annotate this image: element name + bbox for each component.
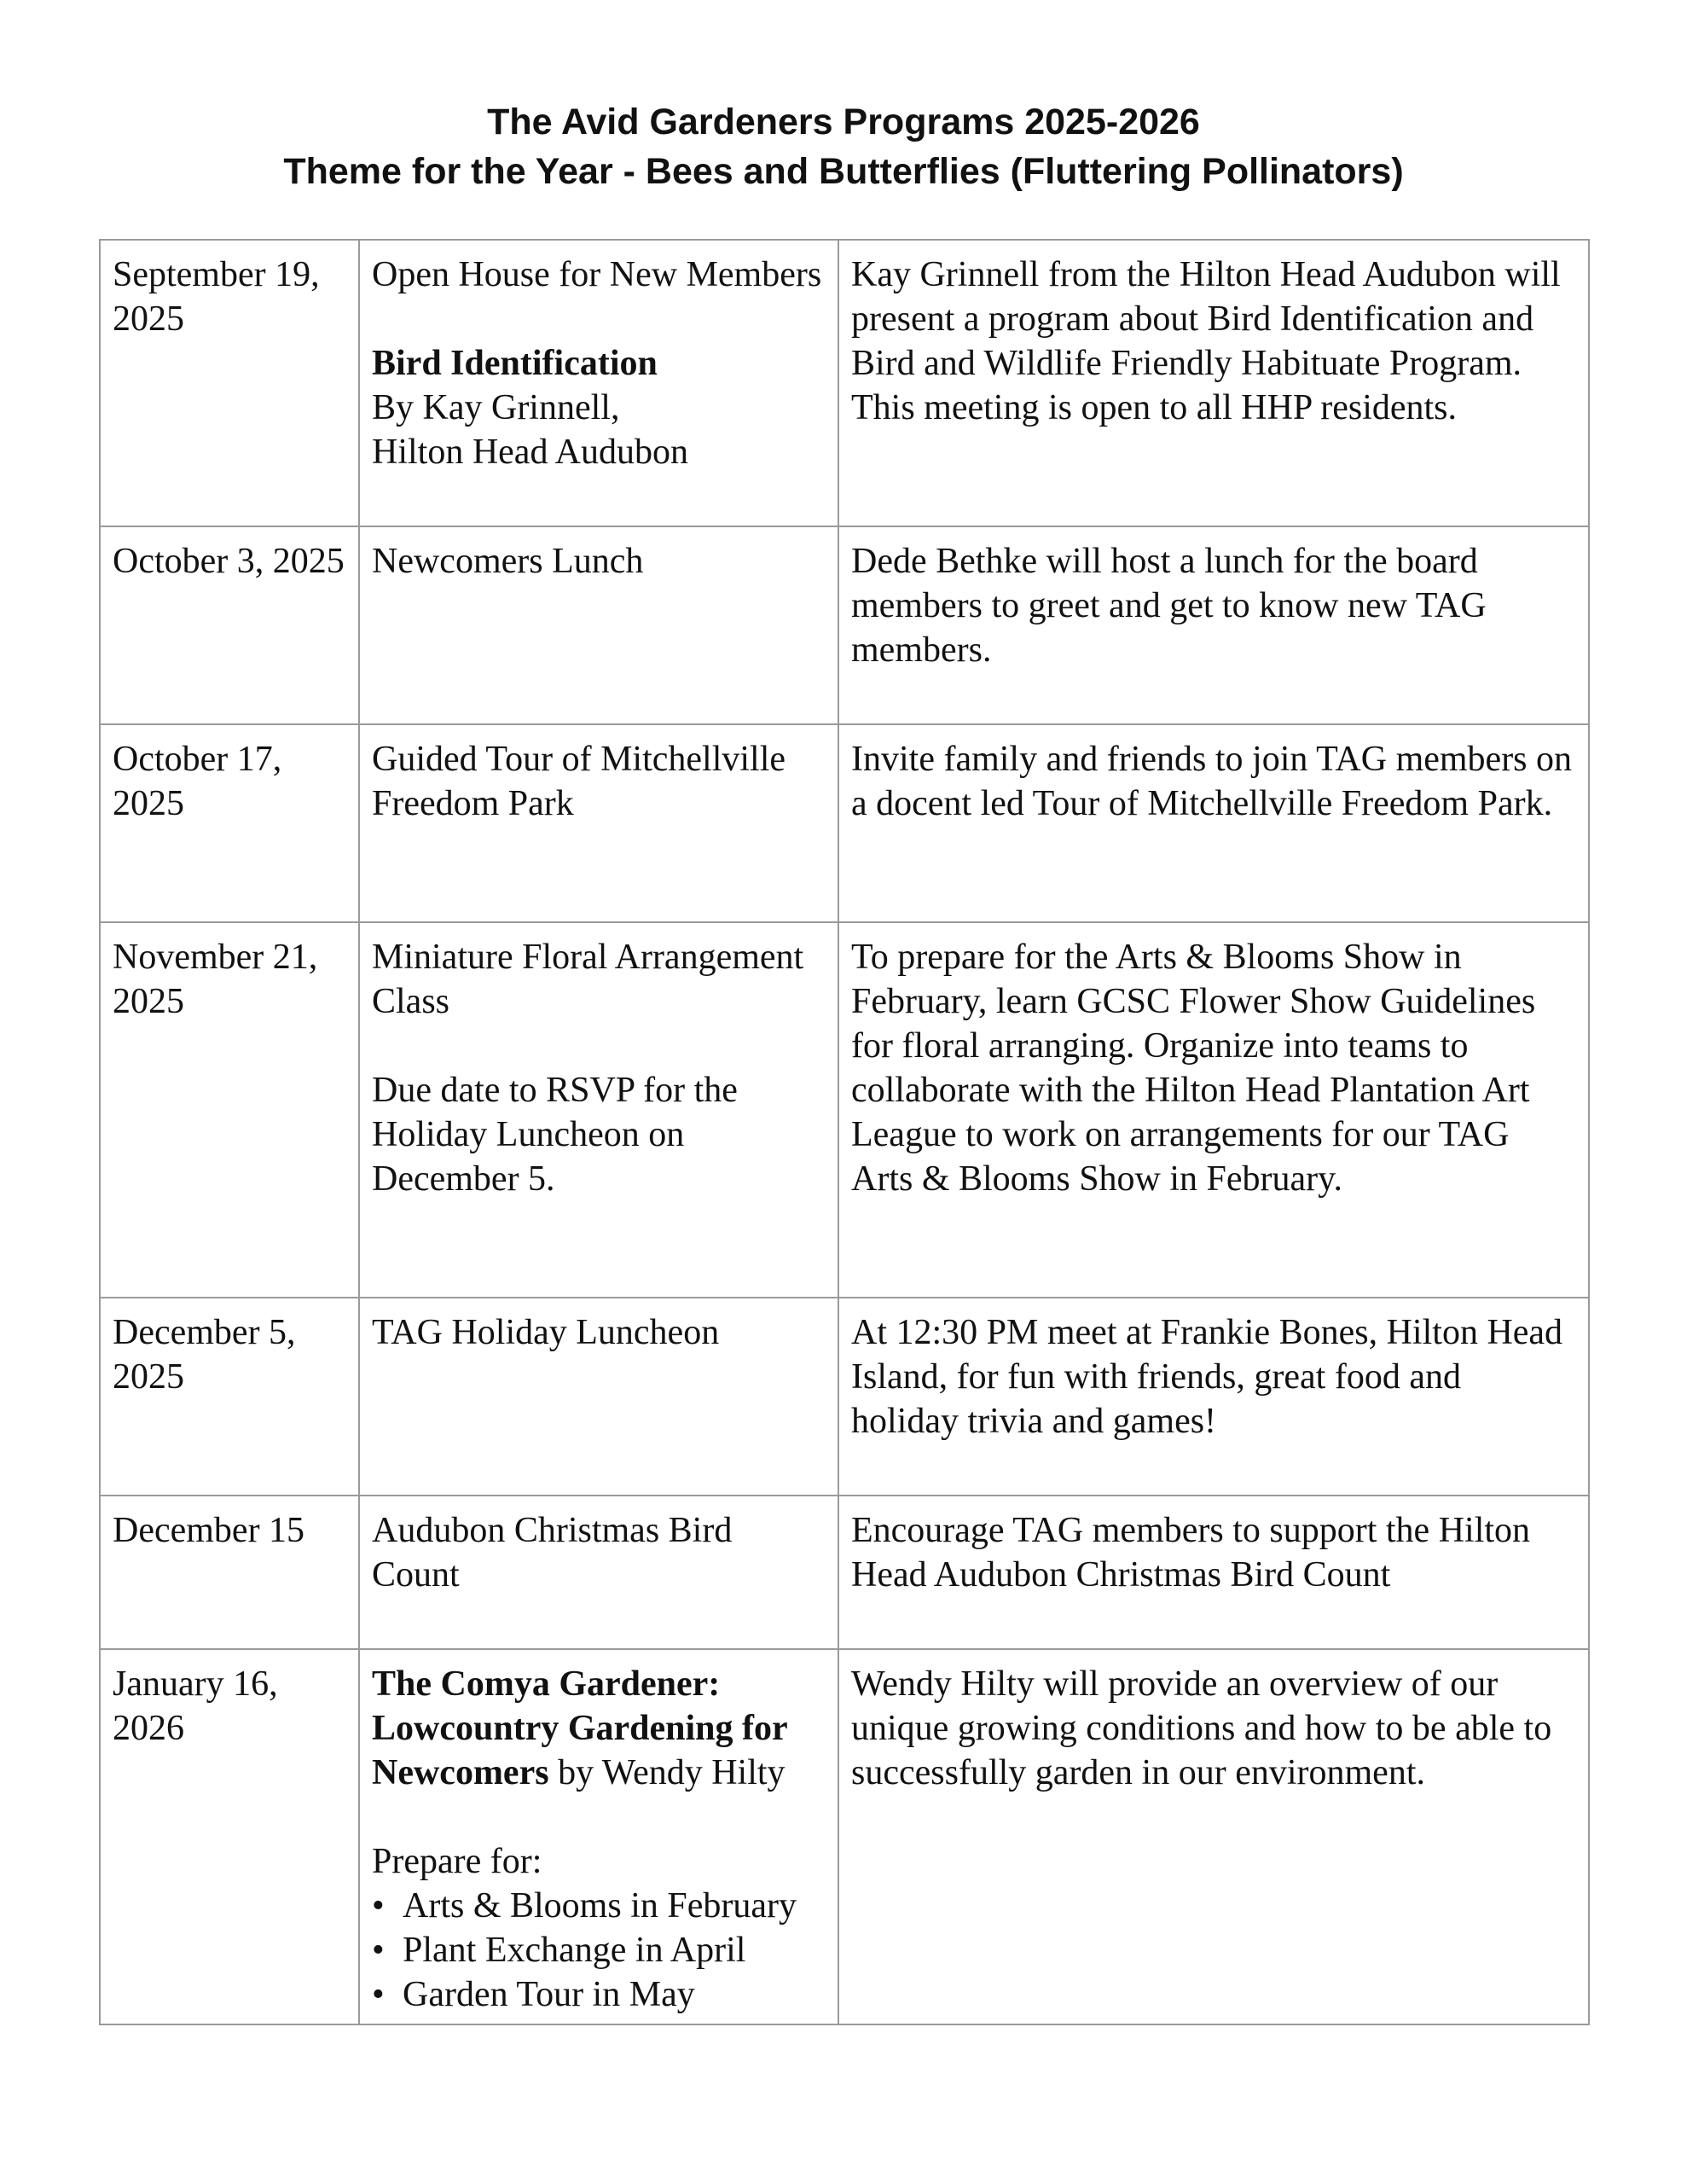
program-title: Open House for New Members [372,255,822,294]
program-byline: by Wendy Hilty [548,1753,786,1792]
program-cell: Guided Tour of Mitchellville Freedom Park [359,724,838,922]
description-cell: Kay Grinnell from the Hilton Head Audubon will present a program about Bird Identification and Bird and Wildlife Friendly Habituate Program. This meeting is open to all HHP residents. [838,240,1589,526]
description-cell: Encourage TAG members to support the Hilton Head Audubon Christmas Bird Count [838,1496,1589,1649]
document-subtitle: Theme for the Year - Bees and Butterflies (Fluttering Pollinators) [283,151,1404,192]
document-title: The Avid Gardeners Programs 2025-2026 [487,102,1200,142]
date-cell: December 5, 2025 [100,1298,359,1496]
program-title-line: Lowcountry Gardening for [372,1709,788,1748]
program-cell [359,922,838,1298]
description-cell: Invite family and friends to join TAG members on a docent led Tour of Mitchellville Freedom Park. [838,724,1589,922]
program-cell: Newcomers Lunch [359,526,838,724]
program-cell: TAG Holiday Luncheon [359,1298,838,1496]
program-title-end: Newcomers [372,1753,549,1792]
date-cell: December 15 [100,1496,359,1649]
program-presenter: By Kay Grinnell, [372,388,620,427]
date-cell: October 3, 2025 [100,526,359,724]
program-note: Due date to RSVP for the Holiday Luncheon on December 5. [372,1071,738,1199]
table-row [100,1298,1589,1496]
programs-table [99,239,1590,2025]
program-cell: Audubon Christmas Bird Count [359,1496,838,1649]
table-row [100,922,1589,1298]
program-title: Miniature Floral Arrangement Class [372,938,804,1021]
list-item: • Plant Exchange in April [372,1928,826,1972]
date-cell: September 19, 2025 [100,240,359,526]
date-cell: October 17, 2025 [100,724,359,922]
table-row [100,526,1589,724]
table-row [100,240,1589,526]
table-row [100,724,1589,922]
date-cell: January 16, 2026 [100,1649,359,2024]
bullet-icon: • [372,1886,385,1926]
program-topic: Bird Identification [372,344,658,383]
description-cell: Wendy Hilty will provide an overview of our unique growing conditions and how to be able to successfully garden in our environment. [838,1649,1589,2024]
list-item: • Garden Tour in May [372,1972,826,2017]
description-cell: At 12:30 PM meet at Frankie Bones, Hilton Head Island, for fun with friends, great food and holiday trivia and games! [838,1298,1589,1496]
program-organization: Hilton Head Audubon [372,433,688,472]
bullet-icon: • [372,1931,385,1970]
date-cell: November 21, 2025 [100,922,359,1298]
list-item: • Arts & Blooms in February [372,1884,826,1928]
table-row [100,1496,1589,1649]
document-header [0,97,1687,196]
program-title-line [372,1751,826,1795]
prepare-label: Prepare for: [372,1842,542,1881]
description-cell: To prepare for the Arts & Blooms Show in February, learn GCSC Flower Show Guidelines for floral arranging. Organize into teams to collaborate with the Hilton Head Plantation Art League to work on arrangements for our TAG Arts & Blooms Show in February. [838,922,1589,1298]
bullet-icon: • [372,1975,385,2014]
table-row [100,1649,1589,2024]
program-cell [359,1649,838,2024]
prepare-list [372,1884,826,2017]
description-cell: Dede Bethke will host a lunch for the board members to greet and get to know new TAG members. [838,526,1589,724]
program-title-line: The Comya Gardener: [372,1664,721,1704]
program-cell [359,240,838,526]
